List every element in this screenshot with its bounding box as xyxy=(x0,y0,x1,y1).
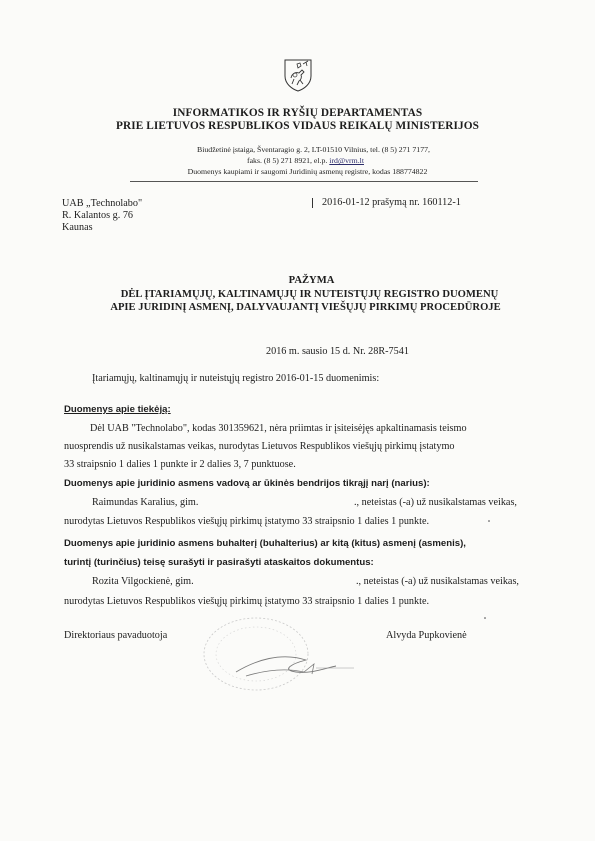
supplier-text-line3: 33 straipsnio 1 dalies 1 punkte ir 2 dalies 3, 7 punktuose. xyxy=(64,459,296,470)
org-name-line1: INFORMATIKOS IR RYŠIŲ DEPARTAMENTAS xyxy=(172,107,423,119)
contact-line3: Duomenys kaupiami ir saugomi Juridinių asmenų registre, kodas 188774822 xyxy=(187,167,428,176)
supplier-text-line2: nuosprendis už nusikalstamas veikas, nurodytas Lietuvos Respublikos viešųjų pirkimų įstatymo xyxy=(64,441,455,452)
signature-stamp-icon xyxy=(186,612,366,702)
intro-text: Įtariamųjų, kaltinamųjų ir nuteistųjų registro 2016-01-15 duomenimis: xyxy=(92,373,380,384)
vytis-crest-icon xyxy=(283,58,313,92)
document-title: PAŽYMA xyxy=(288,275,335,286)
contact-line1: Biudžetinė įstaiga, Šventaragio g. 2, LT-01510 Vilnius, tel. (8 5) 271 7177, xyxy=(197,145,430,154)
scan-speck xyxy=(484,617,486,619)
contact-line2 xyxy=(8,156,595,165)
scan-speck xyxy=(488,520,490,522)
email-link[interactable]: ird@vrm.lt xyxy=(329,156,364,165)
supplier-heading: Duomenys apie tiekėją: xyxy=(64,404,171,415)
recipient-street: R. Kalantos g. 76 xyxy=(62,210,134,221)
signatory-position: Direktoriaus pavaduotoja xyxy=(64,630,168,641)
document-subtitle-line1: DĖL ĮTARIAMŲJŲ, KALTINAMŲJŲ IR NUTEISTŲJŲ REGISTRO DUOMENŲ xyxy=(120,289,499,300)
accountant-heading-line1: Duomenys apie juridinio asmens buhalterį (buhalterius) ar kitą (kitus) asmenį (asmenis), xyxy=(64,538,466,549)
accountant-name: Rozita Vilgockienė, gim. xyxy=(92,576,194,587)
accountant-heading-line2: turintį (turinčius) teisę surašyti ir pasirašyti ataskaitos dokumentus: xyxy=(64,557,374,568)
org-name-line2: PRIE LIETUVOS RESPUBLIKOS VIDAUS REIKALŲ MINISTERIJOS xyxy=(115,120,479,132)
head-person-name: Raimundas Karalius, gim. xyxy=(92,497,199,508)
recipient-name: UAB „Technolabo" xyxy=(62,198,143,209)
header-divider xyxy=(130,181,478,182)
contact-fax: faks. (8 5) 271 8921, el.p. xyxy=(247,156,330,165)
head-person-text-line2: nurodytas Lietuvos Respublikos viešųjų pirkimų įstatymo 33 straipsnio 1 dalies 1 punkte. xyxy=(64,516,430,527)
accountant-status: ., neteistas (-a) už nusikalstamas veikas, xyxy=(356,576,519,587)
request-marker xyxy=(312,198,313,208)
signatory-name: Alvyda Pupkovienė xyxy=(386,630,467,641)
recipient-city: Kaunas xyxy=(62,222,93,233)
head-person-heading: Duomenys apie juridinio asmens vadovą ar ūkinės bendrijos tikrąjį narį (narius): xyxy=(64,478,430,489)
accountant-text-line2: nurodytas Lietuvos Respublikos viešųjų pirkimų įstatymo 33 straipsnio 1 dalies 1 punkte. xyxy=(64,596,430,607)
date-and-number: 2016 m. sausio 15 d. Nr. 28R-7541 xyxy=(266,346,409,357)
supplier-text-line1: Dėl UAB "Technolabo", kodas 301359621, nėra priimtas ir įsiteisėjęs apkaltinamasis teismo xyxy=(90,423,467,434)
head-person-status: ., neteistas (-a) už nusikalstamas veikas, xyxy=(354,497,517,508)
document-subtitle-line2: APIE JURIDINĮ ASMENĮ, DALYVAUJANTĮ VIEŠŲJŲ PIRKIMŲ PROCEDŪROJE xyxy=(110,302,501,313)
request-reference: 2016-01-12 prašymą nr. 160112-1 xyxy=(322,197,461,208)
